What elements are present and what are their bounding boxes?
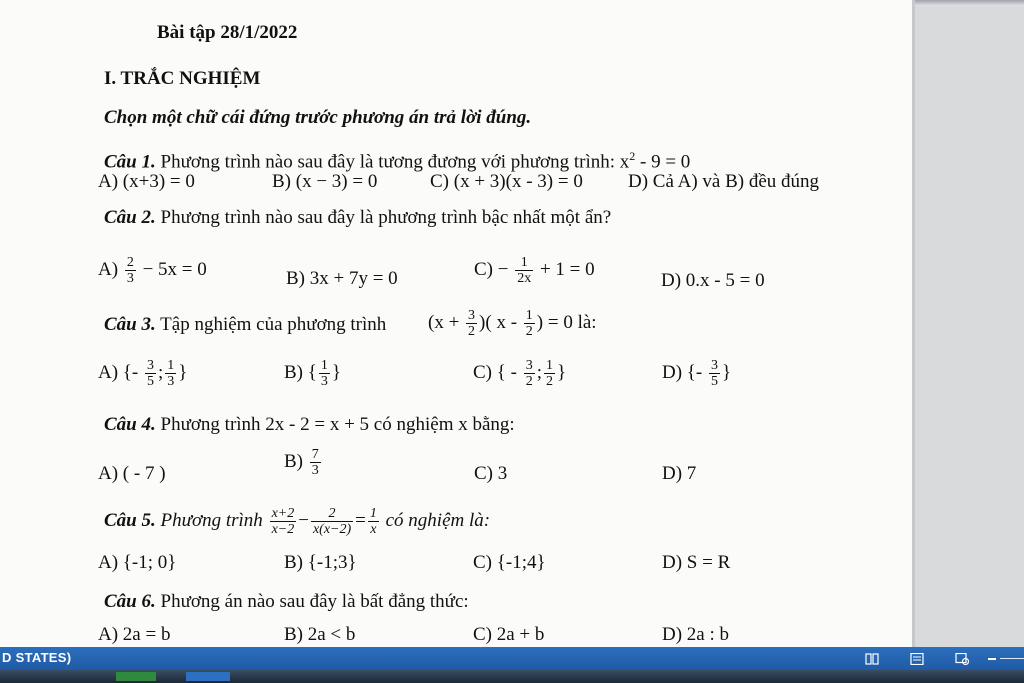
q1-exponent: 2 bbox=[629, 149, 636, 163]
q2-c-prefix: C) − bbox=[474, 258, 514, 280]
q4-option-c: C) 3 bbox=[474, 463, 508, 484]
question-4 bbox=[104, 414, 515, 436]
q5-fraction-2: $\frac{2}{x(x-2)}$ bbox=[312, 506, 352, 537]
q3-text: Tập nghiệm của phương trình bbox=[155, 314, 387, 335]
q2-a-suffix: − 5x = 0 bbox=[137, 258, 207, 280]
q6-text: Phương án nào sau đây là bất đẳng thức: bbox=[155, 591, 469, 612]
q2-c-fraction: $\frac{1}{2x}$ bbox=[517, 255, 532, 286]
q4-option-d: D) 7 bbox=[662, 463, 697, 484]
taskbar bbox=[0, 670, 1024, 683]
doc-title: Bài tập 28/1/2022 bbox=[157, 22, 298, 43]
q6-option-b: B) 2a < b bbox=[284, 624, 356, 645]
q1-option-b: B) (x − 3) = 0 bbox=[272, 171, 378, 192]
question-2 bbox=[104, 207, 611, 229]
q2-option-c bbox=[474, 255, 595, 286]
section-heading: I. TRẮC NGHIỆM bbox=[104, 68, 261, 89]
question-1 bbox=[104, 145, 690, 173]
page-edge bbox=[912, 0, 915, 648]
q2-option-a bbox=[98, 255, 207, 286]
q5-option-c: C) {-1;4} bbox=[473, 552, 546, 573]
q3-option-b: B) { $\frac{1}{3}$ } bbox=[284, 358, 341, 389]
zoom-minus-icon[interactable] bbox=[988, 658, 996, 660]
q5-fraction-3: $\frac{1}{x}$ bbox=[369, 506, 377, 537]
question-3 bbox=[104, 314, 386, 336]
status-bar bbox=[0, 647, 1024, 670]
q2-option-b: B) 3x + 7y = 0 bbox=[286, 268, 398, 289]
print-layout-icon[interactable] bbox=[910, 652, 924, 664]
q3-label: Câu 3. bbox=[104, 314, 156, 335]
status-language[interactable]: D STATES) bbox=[2, 650, 72, 665]
q2-a-prefix: A) bbox=[98, 258, 123, 280]
q1-label: Câu 1. bbox=[104, 151, 156, 173]
q3-option-a: A) {- $\frac{3}{5}$ ; $\frac{1}{3}$ } bbox=[98, 358, 188, 389]
question-5: Câu 5. Phương trình $\frac{x+2}{x-2}$ − $\frac{2}{x(x-2)}$ = $\frac{1}{x}$ có nghiệm là: bbox=[104, 506, 491, 537]
web-layout-icon[interactable] bbox=[955, 652, 969, 664]
q4-label: Câu 4. bbox=[104, 414, 156, 435]
q6-option-d: D) 2a : b bbox=[662, 624, 730, 645]
q2-label: Câu 2. bbox=[104, 207, 156, 228]
q1-text: Phương trình nào sau đây là tương đương với phương trình: x bbox=[155, 151, 630, 173]
q2-text: Phương trình nào sau đây là phương trình bậc nhất một ẩn? bbox=[155, 207, 612, 228]
zoom-slider[interactable] bbox=[1000, 658, 1024, 659]
q3-option-c: C) { - $\frac{3}{2}$ ; $\frac{1}{2}$ } bbox=[473, 358, 567, 389]
q5-option-a: A) {-1; 0} bbox=[98, 552, 177, 573]
question-6 bbox=[104, 591, 469, 613]
q6-label: Câu 6. bbox=[104, 591, 156, 612]
q3-equation: (x + $\frac{3}{2}$ )( x - $\frac{1}{2}$ ) = 0 là: bbox=[428, 308, 597, 339]
taskbar-app-word-icon[interactable] bbox=[186, 672, 230, 681]
q5-fraction-1: $\frac{x+2}{x-2}$ bbox=[271, 506, 295, 537]
q4-option-a: A) ( - 7 ) bbox=[98, 463, 166, 484]
q1-text-end: - 9 = 0 bbox=[635, 151, 691, 173]
q2-option-d: D) 0.x - 5 = 0 bbox=[661, 270, 765, 291]
q1-option-a: A) (x+3) = 0 bbox=[98, 171, 195, 192]
q5-option-d: D) S = R bbox=[662, 552, 731, 573]
instruction: Chọn một chữ cái đứng trước phương án trả lời đúng. bbox=[104, 107, 532, 128]
q1-option-d: D) Cả A) và B) đều đúng bbox=[628, 171, 820, 192]
q4-option-b: B) $\frac{7}{3}$ bbox=[284, 447, 319, 478]
q6-option-a: A) 2a = b bbox=[98, 624, 171, 645]
taskbar-app-excel-icon[interactable] bbox=[116, 672, 156, 681]
q6-option-c: C) 2a + b bbox=[473, 624, 545, 645]
q5-text: Phương trình bbox=[155, 509, 268, 531]
q5-label: Câu 5. bbox=[104, 509, 156, 531]
q5-option-b: B) {-1;3} bbox=[284, 552, 357, 573]
q4-text: Phương trình 2x - 2 = x + 5 có nghiệm x bằng: bbox=[155, 414, 515, 435]
q3-option-d: D) {- $\frac{3}{5}$ } bbox=[662, 358, 732, 389]
q5-text-end: có nghiệm là: bbox=[380, 509, 491, 531]
read-mode-icon[interactable] bbox=[865, 652, 879, 664]
q1-option-c: C) (x + 3)(x - 3) = 0 bbox=[430, 171, 583, 192]
q2-a-fraction: $\frac{2}{3}$ bbox=[126, 255, 134, 286]
q2-c-suffix: + 1 = 0 bbox=[535, 258, 595, 280]
